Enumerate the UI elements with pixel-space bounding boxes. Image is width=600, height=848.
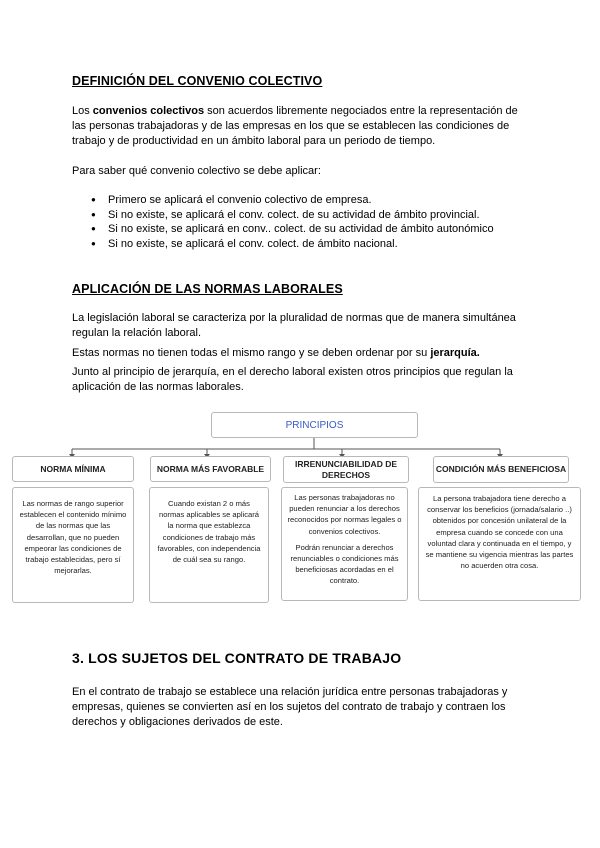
- aplicacion-para-3: Junto al principio de jerarquía, en el derecho laboral existen otros principios que regulan la aplicación de las normas laborales.: [72, 366, 513, 393]
- section-title-sujetos: 3. LOS SUJETOS DEL CONTRATO DE TRABAJO: [72, 650, 402, 666]
- principios-root-label: PRINCIPIOS: [285, 419, 344, 431]
- convenio-bullet-list: [91, 193, 531, 251]
- bullet-item: ● Primero se aplicará el convenio colectivo de empresa.: [91, 193, 531, 208]
- intro-rest: son acuerdos libremente negociados entre la representación de las personas trabajadoras y de las empresas en los que se establecen las condiciones de trabajo y de productividad en un ámbito laboral para un periodo de tiempo.: [72, 105, 518, 147]
- branch-header-irrenunciabilidad: [283, 456, 409, 483]
- bullet-item: ● Si no existe, se aplicará el conv. colect. de ámbito nacional.: [91, 237, 531, 252]
- branch-title: NORMA MÁS FAVORABLE: [156, 463, 265, 474]
- branch-body-irrenunciabilidad: [281, 487, 408, 601]
- branch-header-norma-favorable: [150, 456, 271, 482]
- section-title-aplicacion: APLICACIÓN DE LAS NORMAS LABORALES: [72, 282, 343, 296]
- branch-title: IRRENUNCIABILIDAD DE DERECHOS: [295, 458, 397, 480]
- bullet-item: ● Si no existe, se aplicará en conv.. colect. de su actividad de ámbito autonómico: [91, 222, 531, 237]
- para2-bold: jerarquía.: [430, 347, 480, 359]
- branch-body-norma-minima: [12, 487, 134, 603]
- para2-lead: Estas normas no tienen todas el mismo rango y se deben ordenar por su: [72, 347, 431, 359]
- branch-title: NORMA MÍNIMA: [40, 463, 106, 474]
- section-title-convenio: DEFINICIÓN DEL CONVENIO COLECTIVO: [72, 74, 323, 88]
- sujetos-paragraph: En el contrato de trabajo se establece una relación jurídica entre personas trabajadoras y empresas, quienes se convierten así en los sujetos del contrato de trabajo y contraen los derechos y obligaciones derivados de este.: [72, 686, 508, 728]
- branch-body-norma-favorable: [149, 487, 269, 603]
- bullet-item: ● Si no existe, se aplicará el conv. colect. de su actividad de ámbito provincial.: [91, 208, 531, 223]
- branch-text: Cuando existan 2 o más normas aplicables se aplicará la norma que establezca condiciones de trabajo más favorables, con independencia de cuál sea su rango.: [157, 499, 261, 565]
- intro-lead: Los: [72, 105, 93, 117]
- principios-root-box: [211, 412, 418, 438]
- convenio-question: Para saber qué convenio colectivo se debe aplicar:: [72, 165, 321, 177]
- branch-text: Podrán renunciar a derechos renunciables o condiciones más beneficiosas acordadas en el contrato.: [290, 542, 399, 586]
- convenio-definition-paragraph: [72, 104, 534, 149]
- branch-body-condicion-beneficiosa: [418, 487, 581, 601]
- branch-title: CONDICIÓN MÁS BENEFICIOSA: [435, 464, 567, 474]
- branch-header-condicion-beneficiosa: [433, 456, 569, 483]
- aplicacion-para-1: La legislación laboral se caracteriza por la pluralidad de normas que de manera simultánea regulan la relación laboral.: [72, 312, 516, 339]
- intro-bold-term: convenios colectivos: [92, 105, 205, 117]
- branch-header-norma-minima: [12, 456, 134, 482]
- branch-text: La persona trabajadora tiene derecho a conservar los beneficios (jornada/salario ..) obtenidos por concesión unilateral de la empresa cuando se concede con una voluntad clara y continuada en el tiempo, y se mantiene su vigencia mientras las partes no acuerden otra cosa.: [425, 494, 574, 571]
- aplicacion-para-2: [72, 346, 542, 361]
- branch-text: Las normas de rango superior establecen el contenido mínimo de las normas que las desarrollan, que no pueden empeorar las condiciones de trabajo establecidas, pero sí mejorarlas.: [19, 499, 127, 576]
- branch-text: Las personas trabajadoras no pueden renunciar a los derechos reconocidos por normas legales o convenios colectivos.: [287, 493, 402, 536]
